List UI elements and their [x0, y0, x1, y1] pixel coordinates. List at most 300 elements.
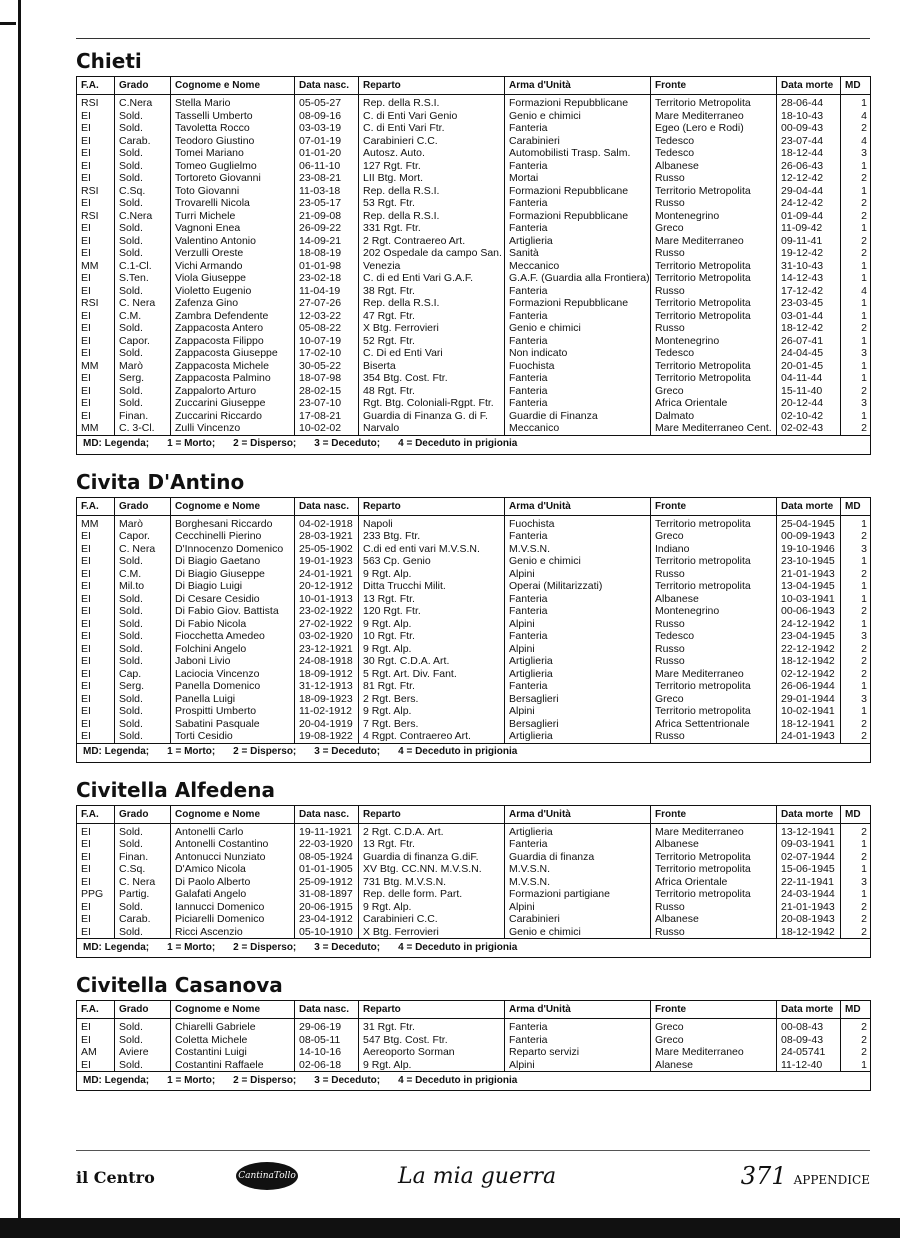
cell-md: 2 — [841, 122, 871, 135]
cell-data-morte: 00-06-1943 — [777, 605, 841, 618]
cell-arma-unita: Fanteria — [505, 372, 651, 385]
cell-arma-unita: M.V.S.N. — [505, 863, 651, 876]
cell-data-morte: 24-12-42 — [777, 197, 841, 210]
cell-md: 2 — [841, 913, 871, 926]
legend-item: 4 = Deceduto in prigionia — [398, 746, 518, 758]
cell-data-nascita: 30-05-22 — [295, 360, 359, 373]
cell-reparto: 30 Rgt. C.D.A. Art. — [359, 655, 505, 668]
cell-cognome-nome: Violetto Eugenio — [171, 285, 295, 298]
cell-data-morte: 24-03-1944 — [777, 888, 841, 901]
cell-data-nascita: 10-01-1913 — [295, 593, 359, 606]
cell-data-morte: 02-02-43 — [777, 422, 841, 435]
cell-fronte: Territorio Metropolita — [651, 260, 777, 273]
column-header-reparto: Reparto — [359, 497, 505, 515]
cell-arma-unita: Formazioni Repubblicane — [505, 210, 651, 223]
cell-arma-unita: Fanteria — [505, 630, 651, 643]
cell-md: 4 — [841, 135, 871, 148]
cell-fronte: Africa Orientale — [651, 876, 777, 889]
cell-cognome-nome: Panella Luigi — [171, 693, 295, 706]
cell-md: 2 — [841, 1046, 871, 1059]
cell-grado: Sold. — [115, 147, 171, 160]
table-row — [77, 580, 871, 593]
cell-cognome-nome: Di Paolo Alberto — [171, 876, 295, 889]
cell-arma-unita: Artiglieria — [505, 655, 651, 668]
cell-cognome-nome: Jaboni Livio — [171, 655, 295, 668]
cell-fronte: Territorio metropolita — [651, 680, 777, 693]
table-row — [77, 110, 871, 123]
cell-grado: Carab. — [115, 135, 171, 148]
cell-fronte: Greco — [651, 1034, 777, 1047]
table-row — [77, 147, 871, 160]
cell-md: 1 — [841, 555, 871, 568]
page-number-block — [741, 1162, 870, 1190]
cell-grado: C. Nera — [115, 876, 171, 889]
table-row — [77, 185, 871, 198]
cell-arma-unita: Automobilisti Trasp. Salm. — [505, 147, 651, 160]
table-row — [77, 530, 871, 543]
cell-md: 2 — [841, 668, 871, 681]
sponsor-logo — [236, 1162, 298, 1190]
cell-grado: Sold. — [115, 730, 171, 743]
cell-data-nascita: 29-06-19 — [295, 1019, 359, 1034]
column-header-reparto: Reparto — [359, 805, 505, 823]
cell-cognome-nome: Zappacosta Palmino — [171, 372, 295, 385]
cell-data-nascita: 03-03-19 — [295, 122, 359, 135]
cell-reparto: C.di ed enti vari M.V.S.N. — [359, 543, 505, 556]
cell-fa: EI — [77, 730, 115, 743]
cell-reparto: Napoli — [359, 515, 505, 530]
cell-fronte: Mare Mediterraneo Cent. — [651, 422, 777, 435]
cell-cognome-nome: Folchini Angelo — [171, 643, 295, 656]
cell-grado: C.Sq. — [115, 863, 171, 876]
cell-grado: Sold. — [115, 630, 171, 643]
cell-cognome-nome: Zappacosta Filippo — [171, 335, 295, 348]
cell-fa: EI — [77, 926, 115, 939]
cell-md: 2 — [841, 718, 871, 731]
cell-reparto: 233 Btg. Ftr. — [359, 530, 505, 543]
cell-arma-unita: Formazioni Repubblicane — [505, 95, 651, 110]
table-row — [77, 1019, 871, 1034]
cell-cognome-nome: Di Fabio Giov. Battista — [171, 605, 295, 618]
cell-cognome-nome: Di Fabio Nicola — [171, 618, 295, 631]
legend-item: 1 = Morto; — [167, 1074, 216, 1086]
cell-data-nascita: 08-09-16 — [295, 110, 359, 123]
cell-fronte: Russo — [651, 618, 777, 631]
cell-data-nascita: 18-07-98 — [295, 372, 359, 385]
cell-data-morte: 12-12-42 — [777, 172, 841, 185]
cell-md: 1 — [841, 310, 871, 323]
page-number: 371 — [740, 1162, 787, 1190]
cell-data-nascita: 22-03-1920 — [295, 838, 359, 851]
cell-data-nascita: 05-10-1910 — [295, 926, 359, 939]
cell-arma-unita: Genio e chimici — [505, 555, 651, 568]
cell-data-morte: 04-11-44 — [777, 372, 841, 385]
cell-cognome-nome: Tasselli Umberto — [171, 110, 295, 123]
cell-fronte: Greco — [651, 530, 777, 543]
cell-reparto: C. di Enti Vari Genio — [359, 110, 505, 123]
table-row — [77, 593, 871, 606]
table-row — [77, 422, 871, 435]
legend-label: MD: Legenda; — [83, 746, 150, 758]
cell-fa: AM — [77, 1046, 115, 1059]
cell-data-nascita: 14-10-16 — [295, 1046, 359, 1059]
cell-md: 3 — [841, 543, 871, 556]
section-block — [76, 777, 870, 959]
cell-cognome-nome: Zuccarini Riccardo — [171, 410, 295, 423]
column-header-data-nascita: Data nasc. — [295, 805, 359, 823]
cell-arma-unita: Fanteria — [505, 838, 651, 851]
cell-data-morte: 26-07-41 — [777, 335, 841, 348]
cell-arma-unita: M.V.S.N. — [505, 876, 651, 889]
cell-grado: Carab. — [115, 913, 171, 926]
cell-data-morte: 29-01-1944 — [777, 693, 841, 706]
cell-md: 1 — [841, 863, 871, 876]
cell-fa: EI — [77, 147, 115, 160]
cell-fa: EI — [77, 568, 115, 581]
cell-data-morte: 18-12-42 — [777, 322, 841, 335]
column-header-cognome-nome: Cognome e Nome — [171, 805, 295, 823]
roster-table — [76, 1000, 871, 1091]
cell-reparto: 547 Btg. Cost. Ftr. — [359, 1034, 505, 1047]
cell-arma-unita: Reparto servizi — [505, 1046, 651, 1059]
cell-cognome-nome: Antonelli Carlo — [171, 823, 295, 838]
cell-reparto: 2 Rgt. Contraereo Art. — [359, 235, 505, 248]
cell-grado: C.1-Cl. — [115, 260, 171, 273]
cell-cognome-nome: Zuccarini Giuseppe — [171, 397, 295, 410]
column-header-md: MD — [841, 1001, 871, 1019]
cell-arma-unita: Formazioni Repubblicane — [505, 185, 651, 198]
cell-fa: EI — [77, 655, 115, 668]
cell-data-morte: 10-03-1941 — [777, 593, 841, 606]
cell-data-morte: 11-12-40 — [777, 1059, 841, 1072]
cell-data-morte: 02-12-1942 — [777, 668, 841, 681]
table-row — [77, 272, 871, 285]
cell-arma-unita: Fanteria — [505, 335, 651, 348]
cell-data-morte: 20-12-44 — [777, 397, 841, 410]
cell-fronte: Russo — [651, 568, 777, 581]
roster-table — [76, 805, 871, 959]
cell-fronte: Montenegrino — [651, 210, 777, 223]
cell-fronte: Russo — [651, 172, 777, 185]
cell-fa: EI — [77, 335, 115, 348]
column-header-fa: F.A. — [77, 1001, 115, 1019]
table-row — [77, 693, 871, 706]
table-row — [77, 222, 871, 235]
cell-md: 2 — [841, 197, 871, 210]
cell-data-nascita: 18-09-1912 — [295, 668, 359, 681]
column-header-arma-unita: Arma d'Unità — [505, 805, 651, 823]
cell-grado: Marò — [115, 515, 171, 530]
cell-fa: EI — [77, 913, 115, 926]
table-row — [77, 310, 871, 323]
cell-fronte: Tedesco — [651, 135, 777, 148]
cell-reparto: X Btg. Ferrovieri — [359, 322, 505, 335]
cell-md: 1 — [841, 705, 871, 718]
table-row — [77, 605, 871, 618]
column-header-grado: Grado — [115, 497, 171, 515]
cell-data-nascita: 18-08-19 — [295, 247, 359, 260]
cell-cognome-nome: Panella Domenico — [171, 680, 295, 693]
table-row — [77, 322, 871, 335]
cell-md: 2 — [841, 235, 871, 248]
cell-cognome-nome: Ricci Ascenzio — [171, 926, 295, 939]
cell-data-morte: 24-04-45 — [777, 347, 841, 360]
table-row — [77, 1034, 871, 1047]
cell-grado: C. Nera — [115, 297, 171, 310]
cell-fronte: Russo — [651, 197, 777, 210]
cell-data-morte: 31-10-43 — [777, 260, 841, 273]
column-header-data-nascita: Data nasc. — [295, 497, 359, 515]
cell-data-nascita: 23-02-1922 — [295, 605, 359, 618]
cell-data-morte: 18-12-1942 — [777, 926, 841, 939]
cell-cognome-nome: Tomei Mariano — [171, 147, 295, 160]
cell-fronte: Africa Settentrionale — [651, 718, 777, 731]
cell-md: 3 — [841, 630, 871, 643]
cell-cognome-nome: Tomeo Guglielmo — [171, 160, 295, 173]
cell-data-morte: 00-09-1943 — [777, 530, 841, 543]
cell-md: 1 — [841, 515, 871, 530]
cell-reparto: C. di Enti Vari Ftr. — [359, 122, 505, 135]
legend-row — [77, 435, 871, 454]
cell-fa: EI — [77, 285, 115, 298]
table-row — [77, 360, 871, 373]
header-row — [77, 805, 871, 823]
cell-cognome-nome: Sabatini Pasquale — [171, 718, 295, 731]
cell-fa: EI — [77, 851, 115, 864]
table-row — [77, 680, 871, 693]
cell-data-nascita: 17-02-10 — [295, 347, 359, 360]
cell-fa: EI — [77, 618, 115, 631]
cell-md: 2 — [841, 568, 871, 581]
cell-cognome-nome: D'Amico Nicola — [171, 863, 295, 876]
cell-fronte: Territorio Metropolita — [651, 372, 777, 385]
cell-md: 2 — [841, 1019, 871, 1034]
table-row — [77, 655, 871, 668]
column-header-fa: F.A. — [77, 77, 115, 95]
cell-data-nascita: 10-07-19 — [295, 335, 359, 348]
cell-fronte: Territorio Metropolita — [651, 360, 777, 373]
cell-reparto: 120 Rgt. Ftr. — [359, 605, 505, 618]
cell-reparto: 202 Ospedale da campo San. — [359, 247, 505, 260]
cell-fa: EI — [77, 272, 115, 285]
table-row — [77, 1046, 871, 1059]
cell-fronte: Territorio metropolita — [651, 580, 777, 593]
cell-data-morte: 23-04-1945 — [777, 630, 841, 643]
cell-data-nascita: 11-04-19 — [295, 285, 359, 298]
table-row — [77, 210, 871, 223]
cell-data-morte: 09-03-1941 — [777, 838, 841, 851]
cell-data-nascita: 08-05-11 — [295, 1034, 359, 1047]
cell-cognome-nome: Di Biagio Gaetano — [171, 555, 295, 568]
cell-reparto: 2 Rgt. C.D.A. Art. — [359, 823, 505, 838]
cell-cognome-nome: Zappacosta Antero — [171, 322, 295, 335]
cell-fronte: Dalmato — [651, 410, 777, 423]
cell-arma-unita: Fanteria — [505, 222, 651, 235]
cell-grado: C.M. — [115, 310, 171, 323]
cell-md: 2 — [841, 385, 871, 398]
cell-md: 2 — [841, 823, 871, 838]
cell-grado: Sold. — [115, 322, 171, 335]
cell-data-nascita: 28-03-1921 — [295, 530, 359, 543]
table-row — [77, 888, 871, 901]
cell-md: 2 — [841, 172, 871, 185]
legend — [77, 435, 871, 454]
cell-fa: EI — [77, 347, 115, 360]
cell-md: 4 — [841, 285, 871, 298]
cell-fronte: Montenegrino — [651, 335, 777, 348]
cell-md: 2 — [841, 322, 871, 335]
cell-cognome-nome: Laciocia Vincenzo — [171, 668, 295, 681]
cell-md: 2 — [841, 530, 871, 543]
cell-fa: EI — [77, 876, 115, 889]
cell-fa: EI — [77, 397, 115, 410]
cell-data-morte: 18-12-44 — [777, 147, 841, 160]
cell-reparto: 563 Cp. Genio — [359, 555, 505, 568]
cell-cognome-nome: Torti Cesidio — [171, 730, 295, 743]
cell-md: 1 — [841, 580, 871, 593]
cell-arma-unita: Bersaglieri — [505, 693, 651, 706]
cell-fa: PPG — [77, 888, 115, 901]
cell-arma-unita: Alpini — [505, 901, 651, 914]
cell-md: 2 — [841, 926, 871, 939]
cell-md: 2 — [841, 605, 871, 618]
cell-reparto: 48 Rgt. Ftr. — [359, 385, 505, 398]
publisher-name: il Centro — [76, 1168, 155, 1187]
cell-reparto: Rgt. Btg. Coloniali-Rgpt. Ftr. — [359, 397, 505, 410]
cell-fa: EI — [77, 668, 115, 681]
header-row — [77, 1001, 871, 1019]
table-row — [77, 335, 871, 348]
legend-item: 1 = Morto; — [167, 941, 216, 953]
cell-cognome-nome: Zambra Defendente — [171, 310, 295, 323]
cell-grado: Sold. — [115, 1034, 171, 1047]
cell-data-nascita: 04-02-1918 — [295, 515, 359, 530]
cell-cognome-nome: Coletta Michele — [171, 1034, 295, 1047]
legend-item: 2 = Disperso; — [233, 438, 297, 450]
cell-data-morte: 24-01-1943 — [777, 730, 841, 743]
cell-grado: Sold. — [115, 1019, 171, 1034]
cell-reparto: C. Di ed Enti Vari — [359, 347, 505, 360]
cell-data-nascita: 12-03-22 — [295, 310, 359, 323]
cell-cognome-nome: Viola Giuseppe — [171, 272, 295, 285]
legend-row — [77, 1072, 871, 1091]
legend — [77, 1072, 871, 1091]
cell-fronte: Mare Mediterraneo — [651, 823, 777, 838]
table-row — [77, 1059, 871, 1072]
column-header-fronte: Fronte — [651, 1001, 777, 1019]
column-header-arma-unita: Arma d'Unità — [505, 77, 651, 95]
cell-arma-unita: Fuochista — [505, 360, 651, 373]
cell-arma-unita: Fanteria — [505, 160, 651, 173]
cell-fa: RSI — [77, 95, 115, 110]
cell-reparto: Rep. delle form. Part. — [359, 888, 505, 901]
column-header-md: MD — [841, 77, 871, 95]
table-row — [77, 122, 871, 135]
cell-data-nascita: 23-07-10 — [295, 397, 359, 410]
cell-cognome-nome: Vagnoni Enea — [171, 222, 295, 235]
cell-reparto: 10 Rgt. Ftr. — [359, 630, 505, 643]
table-row — [77, 838, 871, 851]
cell-md: 4 — [841, 110, 871, 123]
cell-data-nascita: 25-09-1912 — [295, 876, 359, 889]
cell-md: 1 — [841, 160, 871, 173]
cell-fa: EI — [77, 1019, 115, 1034]
cell-md: 1 — [841, 335, 871, 348]
table-row — [77, 197, 871, 210]
legend-item: 1 = Morto; — [167, 746, 216, 758]
cell-data-morte: 25-04-1945 — [777, 515, 841, 530]
cell-reparto: Guardia di Finanza G. di F. — [359, 410, 505, 423]
cell-data-nascita: 06-11-10 — [295, 160, 359, 173]
cell-grado: Mil.to — [115, 580, 171, 593]
cell-fronte: Greco — [651, 222, 777, 235]
cell-fronte: Albanese — [651, 838, 777, 851]
column-header-grado: Grado — [115, 1001, 171, 1019]
binding-line — [18, 0, 21, 1238]
cell-data-morte: 23-03-45 — [777, 297, 841, 310]
cell-cognome-nome: Antonucci Nunziato — [171, 851, 295, 864]
cell-md: 1 — [841, 272, 871, 285]
cell-data-nascita: 27-07-26 — [295, 297, 359, 310]
cell-data-nascita: 01-01-20 — [295, 147, 359, 160]
cell-fa: EI — [77, 693, 115, 706]
cell-arma-unita: Fanteria — [505, 385, 651, 398]
section-title: Chieti — [76, 49, 142, 73]
cell-md: 1 — [841, 185, 871, 198]
cell-reparto: 13 Rgt. Ftr. — [359, 838, 505, 851]
cell-data-morte: 15-06-1945 — [777, 863, 841, 876]
cell-data-nascita: 20-04-1919 — [295, 718, 359, 731]
table-row — [77, 172, 871, 185]
table-row — [77, 135, 871, 148]
cell-cognome-nome: Cecchinelli Pierino — [171, 530, 295, 543]
cell-data-morte: 13-04-1945 — [777, 580, 841, 593]
cell-fa: EI — [77, 110, 115, 123]
legend-row — [77, 743, 871, 762]
cell-data-morte: 01-09-44 — [777, 210, 841, 223]
cell-reparto: Ditta Trucchi Milit. — [359, 580, 505, 593]
cell-fronte: Tedesco — [651, 147, 777, 160]
binding-tick — [0, 0, 16, 25]
cell-data-morte: 15-11-40 — [777, 385, 841, 398]
cell-grado: Sold. — [115, 926, 171, 939]
cell-reparto: XV Btg. CC.NN. M.V.S.N. — [359, 863, 505, 876]
binding-edge — [0, 0, 22, 1238]
cell-data-morte: 18-10-43 — [777, 110, 841, 123]
cell-data-nascita: 23-08-21 — [295, 172, 359, 185]
cell-fa: EI — [77, 122, 115, 135]
table-row — [77, 410, 871, 423]
cell-reparto: 9 Rgt. Alp. — [359, 705, 505, 718]
column-header-data-nascita: Data nasc. — [295, 1001, 359, 1019]
cell-reparto: 52 Rgt. Ftr. — [359, 335, 505, 348]
cell-data-morte: 00-08-43 — [777, 1019, 841, 1034]
cell-arma-unita: Artiglieria — [505, 235, 651, 248]
cell-md: 1 — [841, 593, 871, 606]
cell-grado: Sold. — [115, 197, 171, 210]
cell-arma-unita: Non indicato — [505, 347, 651, 360]
cell-fa: EI — [77, 247, 115, 260]
cell-grado: C.Nera — [115, 95, 171, 110]
cell-data-morte: 20-08-1943 — [777, 913, 841, 926]
cell-data-nascita: 23-12-1921 — [295, 643, 359, 656]
column-header-reparto: Reparto — [359, 1001, 505, 1019]
table-row — [77, 285, 871, 298]
cell-data-morte: 19-10-1946 — [777, 543, 841, 556]
cell-reparto: LII Btg. Mort. — [359, 172, 505, 185]
cell-arma-unita: Sanità — [505, 247, 651, 260]
cell-arma-unita: G.A.F. (Guardia alla Frontiera) — [505, 272, 651, 285]
